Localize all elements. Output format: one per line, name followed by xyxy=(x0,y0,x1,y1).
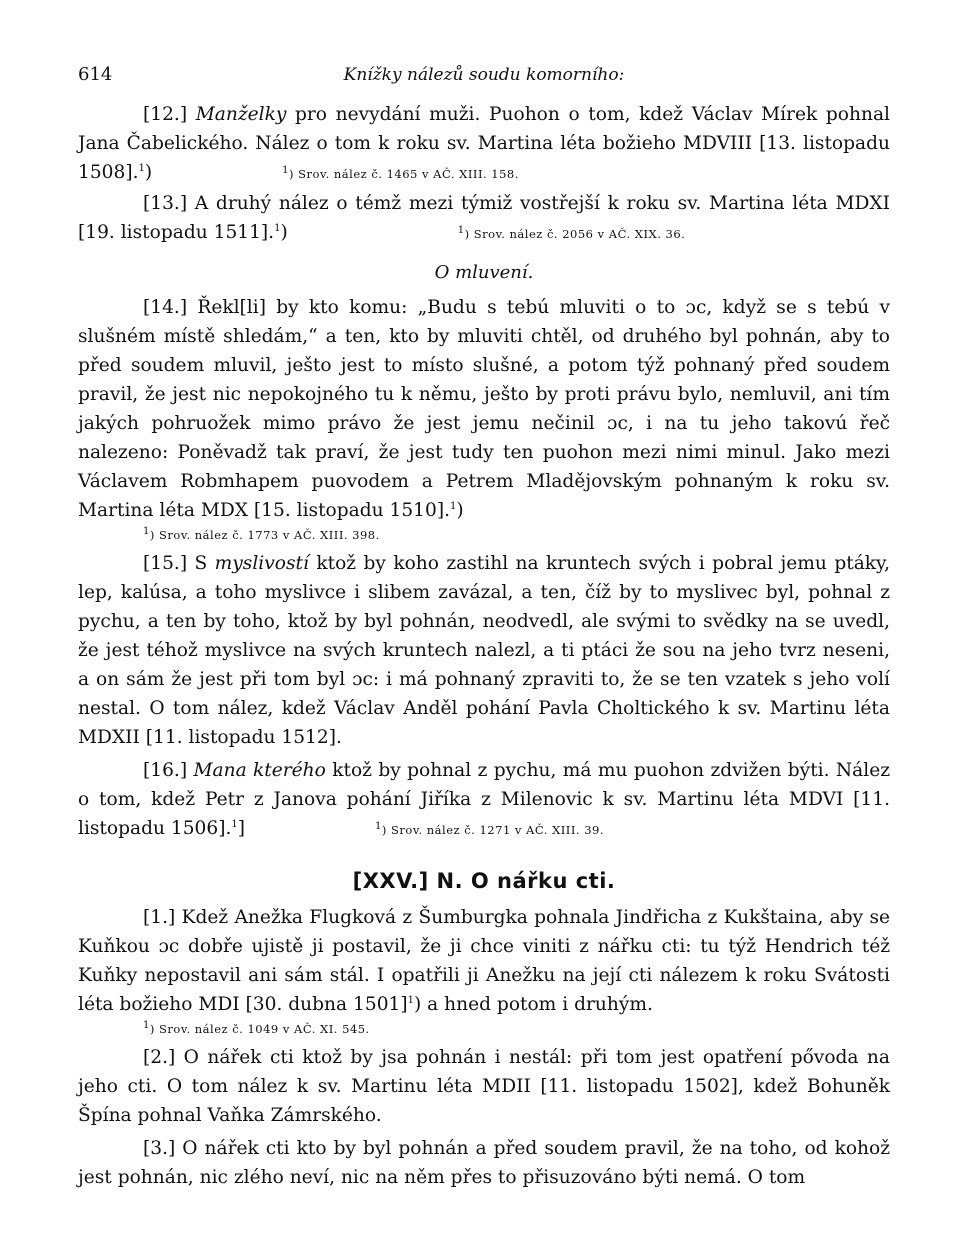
footnote-mark: 1 xyxy=(274,222,281,234)
section-paragraph-3 xyxy=(78,1134,890,1192)
footnote-mark-close: ) xyxy=(456,500,464,521)
footnote-mark: 1 xyxy=(450,500,457,512)
footnote-number: 1 xyxy=(457,225,465,237)
footnote-text: ) Srov. nález č. 1465 v AČ. XIII. 158. xyxy=(289,167,519,181)
footnote-mark: 1 xyxy=(407,994,414,1006)
footnote xyxy=(458,227,686,241)
section-paragraph-1 xyxy=(78,903,890,1019)
footnote-text: ) Srov. nález č. 2056 v AČ. XIX. 36. xyxy=(464,227,686,241)
section-paragraph-2 xyxy=(78,1043,890,1130)
footnote xyxy=(375,823,604,837)
paragraph-keyword: Manželky xyxy=(195,104,287,125)
page xyxy=(78,64,890,1192)
paragraph-number: [15.] S xyxy=(143,553,215,574)
footnote xyxy=(78,1019,890,1039)
paragraph-text: [14.] Řekl[li] by kto komu: „Budu s tebú mluviti o to ɔc, když se s tebú v slušném místě shledám,“ a ten, kto by mluviti chtěl, od druhého byl pohnán, aby to před soudem mluvil, ješto jest to místo slušné, a potom týž pohnaný před soudem pravil, že jest nic nepokojného tu k němu, ješto by proti právu bylo, nemluvil, ani tím jakých pohruožek mimo právo že jest jemu nečinil ɔc, i na tu jeho takovú řeč nalezeno: Poněvadž tak praví, že jest tudy ten puohon mezi nimi minul. Jako mezi Václavem Robmhapem puovodem a Petrem Mladějovským pohnaným k roku sv. Martina léta MDX [15. listopadu 1510]. xyxy=(78,297,890,521)
paragraph-text: [1.] Kdež Anežka Flugková z Šumburgka pohnala Jindřicha z Kukštaina, aby se Kuňkou ɔc dobře ujistě ji postavil, že ji chce viniti z nářku cti: tu týž Hendrich též Kuňky nepostavil ani sám stál. I opatřili ji Anežku na její cti nálezem k roku Svátosti léta božieho MDI [30. dubna 1501] xyxy=(78,907,890,1015)
paragraph-number: [12.] xyxy=(143,104,196,125)
footnote-number: 1 xyxy=(143,1020,150,1032)
footnote xyxy=(282,167,519,181)
paragraph-text: [3.] O nářek cti kto by byl pohnán a před soudem pravil, že na toho, od kohož jest pohnán, nic zlého neví, nic na něm přes to přisuzováno býti nemá. O tom xyxy=(78,1138,890,1188)
paragraph-12 xyxy=(78,100,890,189)
footnote-mark-close: ) xyxy=(144,162,153,183)
footnote-text: ) Srov. nález č. 1773 v AČ. XIII. 398. xyxy=(149,528,380,542)
footnote-text: ) Srov. nález č. 1271 v AČ. XIII. 39. xyxy=(381,823,604,837)
footnote-number: 1 xyxy=(143,526,150,538)
paragraph-number: [16.] xyxy=(143,760,194,781)
footnote-mark: 1 xyxy=(231,818,238,830)
footnote-mark: 1 xyxy=(138,162,145,174)
running-head xyxy=(78,64,890,94)
paragraph-text: [13.] A druhý nález o témž mezi týmiž vostřejší k roku sv. Martina léta MDXI [19. listopadu 1511]. xyxy=(78,193,890,243)
footnote-mark-close: ] xyxy=(237,818,246,839)
footnote-mark-close: ) xyxy=(280,222,288,243)
paragraph-text: [2.] O nářek cti ktož by jsa pohnán i nestál: při tom jest opatření pővoda na jeho cti. O tom nález k sv. Martinu léta MDII [11. listopadu 1502], kdež Bohuněk Špína pohnal Vaňka Zámrského. xyxy=(78,1047,890,1126)
paragraph-keyword: myslivostí xyxy=(214,553,309,574)
paragraph-14 xyxy=(78,293,890,525)
footnote-number: 1 xyxy=(375,821,382,833)
paragraph-text: ktož by pohnal z pychu, má mu puohon zdvižen býti. Nález o tom, kdež Petr z Janova pohání Jiříka z Milenovic k sv. Martinu léta MDVI [11. listopadu 1506]. xyxy=(78,760,890,839)
paragraph-text: pro nevydání muži. Puohon o tom, kdež Václav Mírek pohnal Jana Čabelického. Nález o tom k roku sv. Martina léta božieho MDVIII [13. listopadu 1508]. xyxy=(78,104,890,183)
paragraph-keyword: Mana kterého xyxy=(193,760,326,781)
running-title: Knížky nálezů soudu komorního: xyxy=(343,65,625,85)
paragraph-13 xyxy=(78,189,890,249)
page-number: 614 xyxy=(78,64,113,85)
paragraph-16 xyxy=(78,756,890,845)
footnote-text: ) Srov. nález č. 1049 v AČ. XI. 545. xyxy=(149,1022,370,1036)
subheading: O mluvení. xyxy=(434,262,534,283)
paragraph-15 xyxy=(78,549,890,752)
footnote-number: 1 xyxy=(282,165,289,177)
paragraph-text-continued: ) a hned potom i druhým. xyxy=(413,994,653,1015)
footnote xyxy=(78,525,890,545)
paragraph-text: ktož by koho zastihl na kruntech svých i pobral jemu ptáky, lep, kalúsa, a toho myslivce i slibem zavázal, a ten, číž by to myslivec byl, pohnal z pychu, a ten by toho, ktož by byl pohnán, neodvedl, ale svými to svědky na se uvedl, že jest téhož myslivce na svých kruntech nalezl, a ti ptáci že sou na jeho tvrz neseni, a on sám že jest při tom byl ɔc: i má pohnaný zpraviti to, že se ten vzatek s jeho volí nestal. O tom nález, kdež Václav Anděl pohání Pavla Choltického k sv. Martinu léta MDXII [11. listopadu 1512]. xyxy=(78,553,890,748)
section-heading: [XXV.] N. O nářku cti. xyxy=(352,869,616,893)
